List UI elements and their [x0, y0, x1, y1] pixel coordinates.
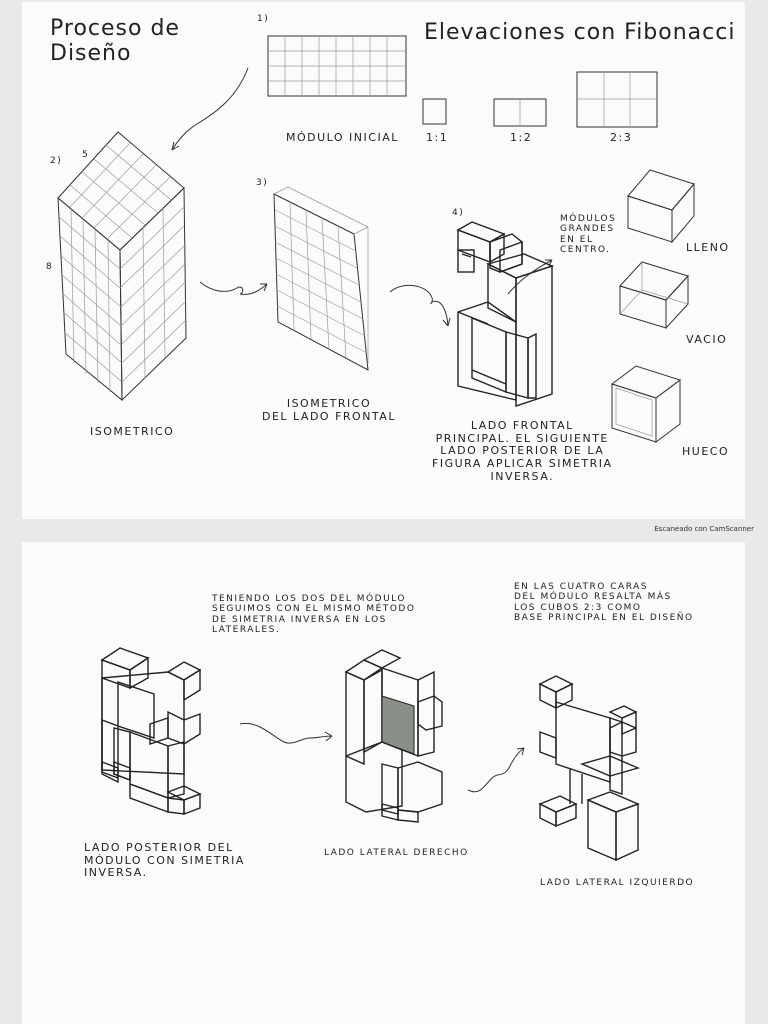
curved-arrow-2 [200, 282, 267, 294]
ratio-2-3-rect [577, 72, 657, 127]
hueco-label: HUECO [682, 445, 730, 458]
ratio-1-2-rect [494, 99, 546, 126]
isometric-prism [58, 132, 186, 400]
modulo-inicial-grid [268, 36, 406, 96]
vacio-label: VACIO [686, 333, 728, 346]
sheet-page-2 [22, 542, 745, 1024]
curved-arrow-4 [240, 723, 332, 743]
isometrico-frontal-caption: ISOMETRICO DEL LADO FRONTAL [262, 397, 396, 423]
module-front-view [458, 222, 552, 406]
page-title-elevaciones: Elevaciones con Fibonacci [424, 20, 736, 45]
lado-frontal-caption: LADO FRONTAL PRINCIPAL. EL SIGUIENTE LADO POSTERIOR DE LA FIGURA APLICAR SIMETRIA INVERSA. [432, 419, 613, 483]
note-cuatro-caras: EN LAS CUATRO CARAS DEL MÓDULO RESALTA MÁS LOS CUBOS 2:3 COMO BASE PRINCIPAL EN EL DISEÑO [514, 582, 694, 624]
step-2-label: 2) [50, 156, 63, 166]
modulo-inicial-label: MÓDULO INICIAL [286, 131, 399, 144]
page-title-proceso: Proceso de Diseño [50, 16, 180, 67]
caption-lado-izquierdo: LADO LATERAL IZQUIERDO [540, 878, 695, 888]
ratio-1-1-square [423, 99, 446, 124]
curved-arrow-3 [390, 285, 448, 326]
curved-arrow-5 [468, 748, 524, 792]
caption-lado-posterior: LADO POSTERIOR DEL MÓDULO CON SIMETRIA INVERSA. [84, 841, 245, 880]
dimension-5-label: 5 [82, 150, 90, 160]
module-lateral-izquierdo [540, 676, 638, 860]
dimension-8-label: 8 [46, 262, 54, 272]
frontal-isometric-grid [274, 187, 368, 370]
step-4-label: 4) [452, 208, 465, 218]
step-3-label: 3) [256, 178, 269, 188]
cube-vacio [620, 262, 688, 328]
modulos-grandes-note: MÓDULOS GRANDES EN EL CENTRO. [560, 214, 617, 256]
lleno-label: LLENO [686, 241, 730, 254]
isometrico-caption: ISOMETRICO [90, 425, 175, 438]
sheet1-drawings [22, 2, 745, 519]
cube-hueco [612, 366, 680, 442]
caption-lado-derecho: LADO LATERAL DERECHO [324, 848, 469, 858]
module-lateral-derecho [346, 650, 442, 822]
ratio-2-3-label: 2:3 [610, 131, 633, 144]
ratio-1-1-label: 1:1 [426, 131, 449, 144]
note-simetria-laterales: TENIENDO LOS DOS DEL MÓDULO SEGUIMOS CON EL MISMO MÉTODO DE SIMETRIA INVERSA EN LOS LATERALES. [212, 594, 416, 636]
step-1-label: 1) [257, 14, 270, 24]
scan-credit: Escaneado con CamScanner [654, 525, 754, 533]
cube-lleno [628, 170, 694, 242]
module-posterior-view [102, 648, 200, 814]
ratio-1-2-label: 1:2 [510, 131, 533, 144]
curved-arrow-1 [172, 68, 248, 150]
sheet-page-1 [22, 2, 745, 519]
